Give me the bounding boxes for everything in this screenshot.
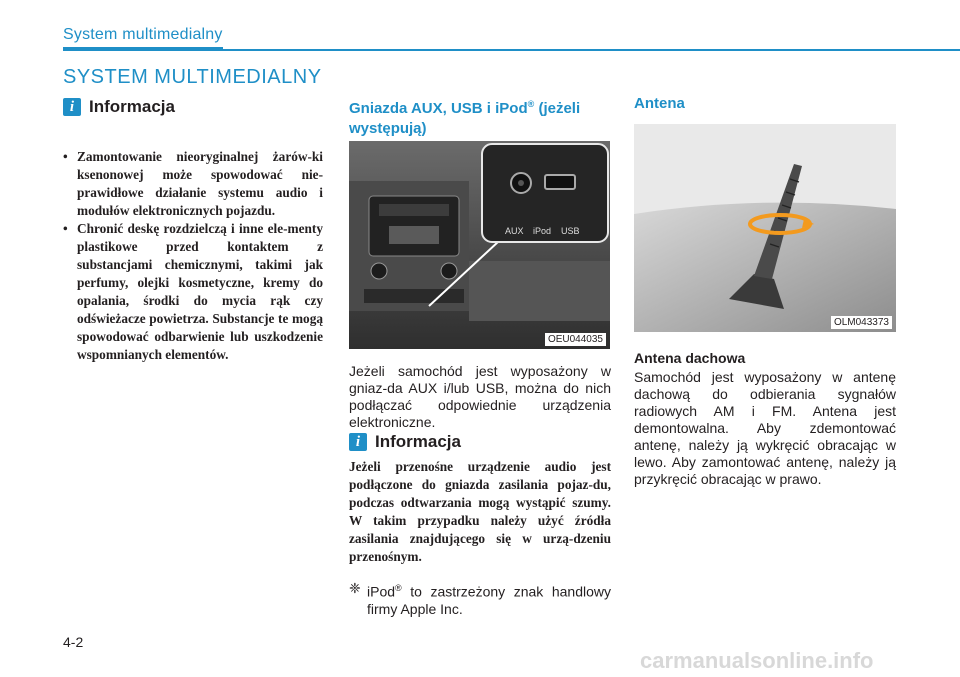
port-label-ipod: iPod — [533, 226, 552, 236]
dashboard-illustration — [349, 141, 610, 349]
antenna-section-title: Antena — [634, 95, 685, 112]
header-rule — [63, 49, 960, 51]
image-code-label: OEU044035 — [545, 333, 606, 346]
roof-antenna-body: Samochód jest wyposażony w antenę dachową do odbierania sygnałów radiowych AM i FM. Antena jest demontowalna. Aby zdemontować antenę, należy ją wykręcić obracając w lewo. Aby zamontować antenę, należy ją przykręcić obracając w prawo. — [634, 369, 896, 487]
info-title: Informacja — [89, 97, 175, 116]
image-code-label: OLM043373 — [831, 316, 892, 329]
info-bullet: • Zamontowanie nieoryginalnej żarów-ki ksenonowej może spowodować nie-prawidłowe działanie systemu audio i modułów elektronicznych pojazdu. — [63, 148, 323, 220]
antenna-photo — [634, 124, 896, 332]
page-number: 4-2 — [63, 634, 84, 650]
info-icon: i — [63, 98, 81, 116]
header-section-label: System multimedialny — [63, 26, 223, 43]
antenna-illustration — [634, 124, 896, 332]
page-title: SYSTEM MULTIMEDIALNY — [63, 66, 322, 88]
ipod-trademark-note: ❈ iPod® to zastrzeżony znak handlowy firmy Apple Inc. — [349, 580, 611, 617]
middle-info-heading — [349, 432, 461, 452]
info-title: Informacja — [375, 432, 461, 451]
aux-usb-section-title: Gniazda AUX, USB i iPod® (jeżeli występują) — [349, 99, 581, 137]
port-label-usb: USB — [561, 226, 580, 236]
info-icon: i — [349, 433, 367, 451]
port-label-aux: AUX — [505, 226, 524, 236]
left-info-bullets — [63, 148, 323, 364]
aux-usb-photo — [349, 141, 610, 349]
left-info-heading — [63, 97, 175, 117]
info-bullet: • Chronić deskę rozdzielczą i inne ele-menty plastikowe przed kontaktem z substancjami chemicznymi, takimi jak perfumy, olejki kosmetyczne, kremy do opalania, środki do mycia rąk czy odświeżacze powietrza. Substancje te mogą spowodować odbarwienie lub uszkodzenie wspomnianych elementów. — [63, 220, 323, 364]
watermark: carmanualsonline.info — [640, 648, 874, 673]
roof-antenna-subtitle: Antena dachowa — [634, 350, 746, 366]
footnote-symbol: ❈ — [349, 580, 361, 596]
middle-info-body: Jeżeli przenośne urządzenie audio jest podłączone do gniazda zasilania pojaz-du, podczas odtwarzania mogą wystąpić szumy. W takim przypadku należy użyć źródła zasilania znajdującego się w urzą-dzeniu przenośnym. — [349, 459, 611, 564]
aux-usb-body: Jeżeli samochód jest wyposażony w gniaz-da AUX i/lub USB, można do nich podłączać odpowiednie urządzenia elektroniczne. — [349, 363, 611, 430]
